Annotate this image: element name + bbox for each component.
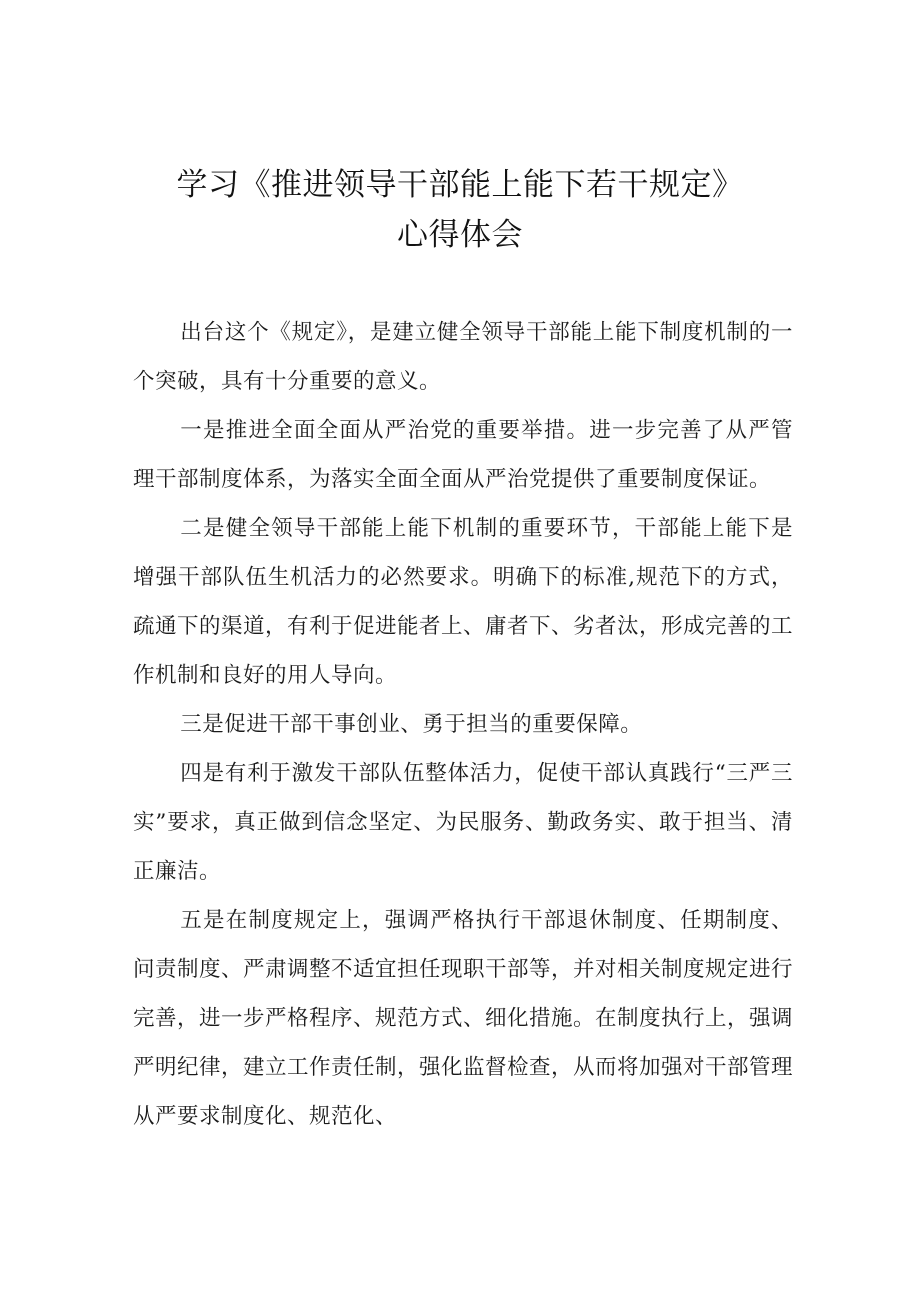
paragraph-point-1: 一是推进全面全面从严治党的重要举措。进一步完善了从严管理干部制度体系，为落实全面全面从严治党提供了重要制度保证。 [133,418,793,492]
title-line-2: 心得体会 [397,217,523,253]
paragraph-intro: 出台这个《规定》，是建立健全领导干部能上能下制度机制的一个突破，具有十分重要的意义。 [133,320,793,394]
title-line-1: 学习《推进领导干部能上能下若干规定》 [176,167,744,203]
paragraph-point-3: 三是促进干部干事创业、勇于担当的重要保障。 [180,712,643,737]
document-body [133,308,793,1141]
paragraph-point-5: 五是在制度规定上，强调严格执行干部退休制度、任期制度、问责制度、严肃调整不适宜担任现职干部等，并对相关制度规定进行完善，进一步严格程序、规范方式、细化措施。在制度执行上，强调严明纪律，建立工作责任制，强化监督检查，从而将加强对干部管理从严要求制度化、规范化、 [133,908,794,1129]
paragraph-point-2: 二是健全领导干部能上能下机制的重要环节，干部能上能下是增强干部队伍生机活力的必然要求。明确下的标准,规范下的方式，疏通下的渠道，有利于促进能者上、庸者下、劣者汰，形成完善的工作机制和良好的用人导向。 [133,516,794,688]
paragraph-point-4: 四是有利于激发干部队伍整体活力，促使干部认真践行“三严三实”要求，真正做到信念坚定、为民服务、勤政务实、敢于担当、清正廉洁。 [133,761,793,884]
document-title [0,160,920,260]
